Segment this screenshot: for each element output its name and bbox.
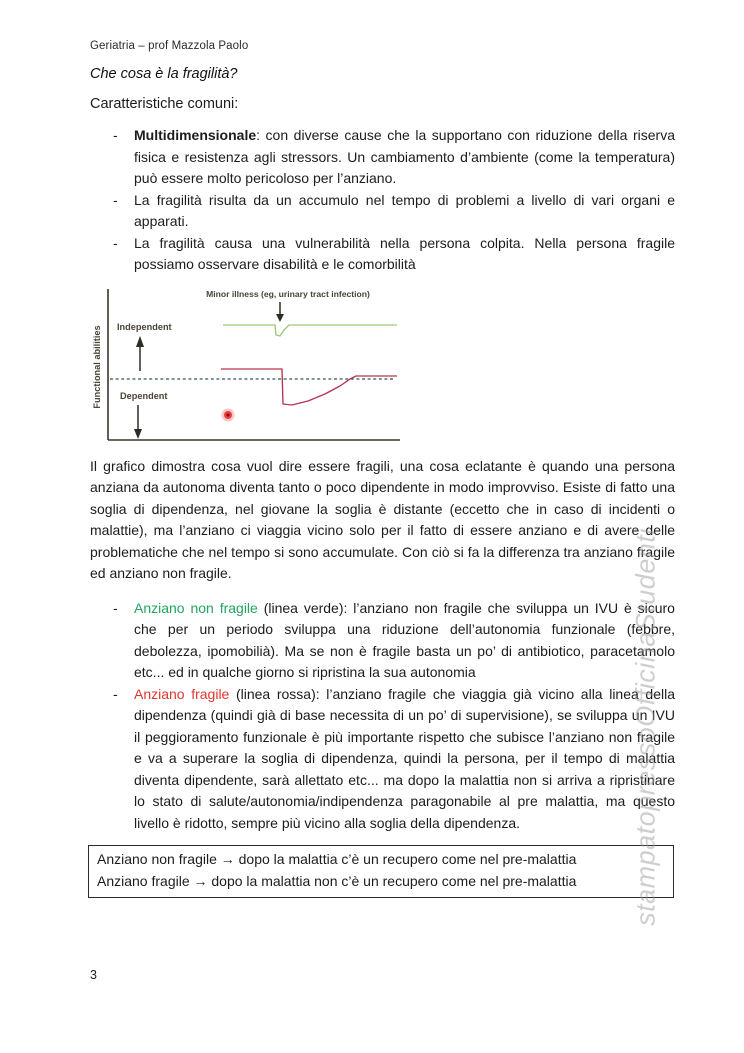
list-item [113,684,675,835]
bullet-text: (linea verde): l’anziano non fragile che sviluppa un IVU è sicuro che per un periodo sviluppa una riduzione dell’autonomia funzionale (febbre, debolezza, ipomobilià). Ma se non è fragile basta un po’ di antibiotico, paracetamolo etc... ed in qualche giorno si ripristina la sua autonomia [134,599,675,680]
bullet-text: (linea rossa): l’anziano fragile che viaggia già vicino alla linea della dipendenza (quindi già di base necessita di un po’ di supervisione), se sviluppa un IVU il peggioramento funzionale è più importante rispetto che subisce l’anziano non fragile e va a superare la soglia di dipendenza, quindi la persona, per il tempo di malattia diventa dipendente, sarà allettato etc... ma dopo la malattia non si arriva a ripristinare lo stato di salute/autonomia/indipendenza paragonabile al pre malattia, ma questo livello è ridotto, sempre più vicino alla soglia della dipendenza. [134,685,675,831]
y-axis-label: Functional abilities [92,324,102,409]
frail-lead: Anziano fragile [134,685,230,702]
watermark: stampatopressoOfficinaStudenti [630,528,661,926]
summary-box [88,845,674,898]
summary-line: Anziano non fragile → dopo la malattia c’è un recupero come nel pre-malattia [97,851,577,867]
list-item [113,125,675,190]
list-item [113,190,675,233]
series-line [221,369,397,405]
dependent-arrow-icon [134,405,142,439]
dependent-label: Dependent [120,390,168,401]
chart-series [221,325,397,405]
bullet-text: La fragilità risulta da un accumulo nel tempo di problemi a livello di vari organi e apparati. [134,191,675,229]
bullet-marker: - [113,599,118,616]
bullet-text: La fragilità causa una vulnerabilità nella persona colpita. Nella persona fragile possiamo osservare disabilità e le comorbilità [134,234,675,272]
independent-label: Independent [117,321,172,332]
independent-arrow-icon [136,336,144,371]
bullet-marker: - [113,234,118,251]
list-item [113,233,675,276]
chart-axes [108,289,400,440]
question-title: Che cosa è la fragilità? [90,66,238,82]
illness-arrow-icon [276,302,284,322]
frailty-comparison-list [90,598,675,835]
page-header: Geriatria – prof Mazzola Paolo [90,40,249,52]
list-item [113,598,675,684]
bullet-marker: - [113,685,118,702]
bullet-text: : con diverse cause che la supportano con riduzione della riserva fisica e resistenza agli stressors. Un cambiamento d’ambiente (come la temperatura) può essere molto pericoloso per l’anziano. [134,127,675,186]
summary-line: Anziano fragile → dopo la malattia non c’è un recupero come nel pre-malattia [97,872,577,889]
laser-pointer-dot [222,408,235,421]
characteristics-list [90,125,675,276]
explanation-paragraph: Il grafico dimostra cosa vuol dire essere fragili, una cosa eclatante è quando una persona anziana da autonoma diventa tanto o poco dipendente in modo improvviso. Esiste di fatto una soglia di dipendenza, nel giovane la soglia è distante (eccetto che in caso di incidenti o malattie), ma l’anziano ci viaggia vicino solo per il fatto di essere anziano e di avere delle problematiche che nel tempo si sono accumulate. Con ciò si fa la differenza tra anziano fragile ed anziano non fragile. [90,457,675,581]
chart-title: Minor illness (eg, urinary tract infection) [206,288,370,299]
bullet-marker: - [113,191,118,208]
frailty-chart-svg [90,285,402,445]
frailty-figure [90,285,402,445]
bullet-marker: - [113,127,118,143]
bullet-lead: Multidimensionale [134,127,257,143]
series-line [223,325,397,336]
page-number: 3 [90,968,97,982]
non-frail-lead: Anziano non fragile [134,599,258,616]
section-label: Caratteristiche comuni: [90,96,239,112]
